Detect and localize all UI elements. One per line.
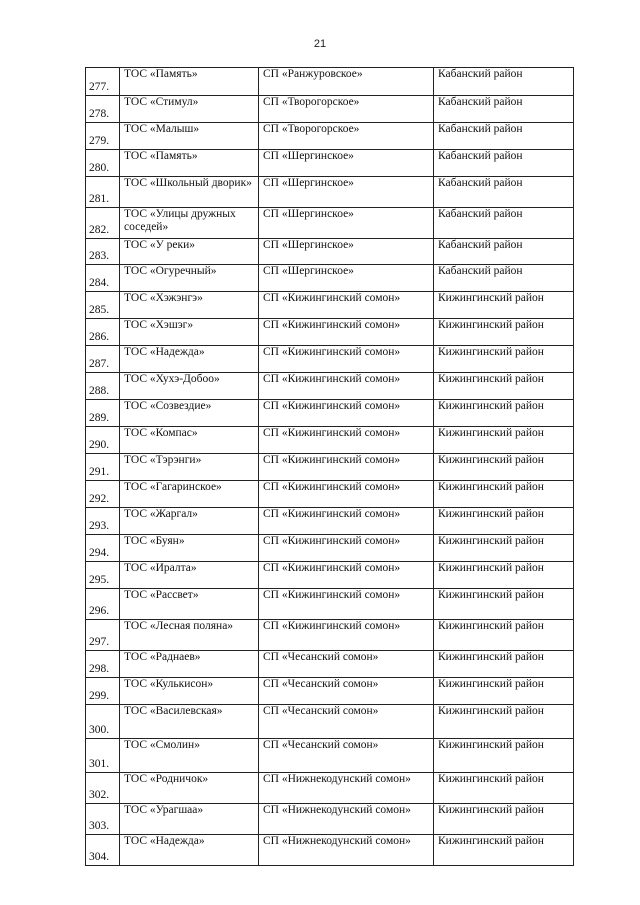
table-row (86, 177, 574, 208)
row-number: 290. (86, 427, 120, 454)
table-row (86, 773, 574, 804)
district: Кабанский район (434, 265, 574, 292)
table-row (86, 589, 574, 620)
district: Кижингинский район (434, 400, 574, 427)
settlement: СП «Кижингинский сомон» (259, 400, 434, 427)
district: Кижингинский район (434, 835, 574, 866)
settlement: СП «Кижингинский сомон» (259, 373, 434, 400)
tos-name: ТОС «Тэрэнги» (120, 454, 259, 481)
district: Кижингинский район (434, 292, 574, 319)
tos-name: ТОС «Улицы дружных соседей» (120, 208, 259, 239)
table-row (86, 481, 574, 508)
tos-name: ТОС «Иралта» (120, 562, 259, 589)
district: Кижингинский район (434, 346, 574, 373)
tos-name: ТОС «Буян» (120, 535, 259, 562)
row-number: 296. (86, 589, 120, 620)
row-number: 303. (86, 804, 120, 835)
table-row (86, 508, 574, 535)
table-row (86, 804, 574, 835)
row-number: 294. (86, 535, 120, 562)
table-row (86, 208, 574, 239)
tos-name: ТОС «Компас» (120, 427, 259, 454)
district: Кабанский район (434, 239, 574, 265)
district: Кабанский район (434, 177, 574, 208)
district: Кижингинский район (434, 454, 574, 481)
settlement: СП «Кижингинский сомон» (259, 292, 434, 319)
table-row (86, 265, 574, 292)
settlement: СП «Кижингинский сомон» (259, 589, 434, 620)
tos-name: ТОС «Малыш» (120, 123, 259, 150)
table-row (86, 346, 574, 373)
tos-name: ТОС «Кулькисон» (120, 678, 259, 705)
tos-name: ТОС «Гагаринское» (120, 481, 259, 508)
settlement: СП «Кижингинский сомон» (259, 562, 434, 589)
tos-name: ТОС «Хэжэнгэ» (120, 292, 259, 319)
tos-name: ТОС «Урагшаа» (120, 804, 259, 835)
table-row (86, 835, 574, 866)
row-number: 300. (86, 705, 120, 739)
settlement: СП «Кижингинский сомон» (259, 427, 434, 454)
tos-name: ТОС «Хухэ-Добоо» (120, 373, 259, 400)
settlement: СП «Шергинское» (259, 239, 434, 265)
table-row (86, 96, 574, 123)
district: Кабанский район (434, 150, 574, 177)
page-number: 21 (313, 38, 327, 50)
row-number: 288. (86, 373, 120, 400)
settlement: СП «Кижингинский сомон» (259, 319, 434, 346)
settlement: СП «Шергинское» (259, 177, 434, 208)
district: Кижингинский район (434, 508, 574, 535)
table-row (86, 150, 574, 177)
district: Кижингинский район (434, 373, 574, 400)
row-number: 302. (86, 773, 120, 804)
row-number: 295. (86, 562, 120, 589)
row-number: 282. (86, 208, 120, 239)
settlement: СП «Чесанский сомон» (259, 678, 434, 705)
district: Кижингинский район (434, 620, 574, 651)
tos-name: ТОС «У реки» (120, 239, 259, 265)
tos-name: ТОС «Рассвет» (120, 589, 259, 620)
district: Кижингинский район (434, 773, 574, 804)
settlement: СП «Кижингинский сомон» (259, 454, 434, 481)
table-row (86, 427, 574, 454)
table-row (86, 535, 574, 562)
settlement: СП «Чесанский сомон» (259, 739, 434, 773)
table-row (86, 562, 574, 589)
settlement: СП «Кижингинский сомон» (259, 535, 434, 562)
tos-name: ТОС «Память» (120, 68, 259, 96)
settlement: СП «Шергинское» (259, 150, 434, 177)
row-number: 301. (86, 739, 120, 773)
row-number: 283. (86, 239, 120, 265)
district: Кабанский район (434, 208, 574, 239)
settlement: СП «Нижнекодунский сомон» (259, 835, 434, 866)
table-row (86, 705, 574, 739)
tos-registry-table (85, 67, 574, 866)
settlement: СП «Нижнекодунский сомон» (259, 804, 434, 835)
district: Кижингинский район (434, 589, 574, 620)
row-number: 277. (86, 68, 120, 96)
row-number: 293. (86, 508, 120, 535)
tos-name: ТОС «Созвездие» (120, 400, 259, 427)
row-number: 287. (86, 346, 120, 373)
tos-name: ТОС «Родничок» (120, 773, 259, 804)
settlement: СП «Чесанский сомон» (259, 705, 434, 739)
tos-name: ТОС «Жаргал» (120, 508, 259, 535)
table-row (86, 68, 574, 96)
tos-name: ТОС «Огуречный» (120, 265, 259, 292)
row-number: 297. (86, 620, 120, 651)
table-row (86, 400, 574, 427)
row-number: 299. (86, 678, 120, 705)
district: Кижингинский район (434, 678, 574, 705)
tos-name: ТОС «Надежда» (120, 835, 259, 866)
settlement: СП «Ранжуровское» (259, 68, 434, 96)
row-number: 292. (86, 481, 120, 508)
settlement: СП «Нижнекодунский сомон» (259, 773, 434, 804)
tos-name: ТОС «Лесная поляна» (120, 620, 259, 651)
tos-name: ТОС «Василевская» (120, 705, 259, 739)
row-number: 284. (86, 265, 120, 292)
settlement: СП «Шергинское» (259, 265, 434, 292)
tos-name: ТОС «Раднаев» (120, 651, 259, 678)
district: Кижингинский район (434, 427, 574, 454)
row-number: 278. (86, 96, 120, 123)
table-row (86, 620, 574, 651)
district: Кабанский район (434, 68, 574, 96)
row-number: 281. (86, 177, 120, 208)
tos-name: ТОС «Память» (120, 150, 259, 177)
settlement: СП «Творогорское» (259, 123, 434, 150)
table-row (86, 292, 574, 319)
tos-name: ТОС «Смолин» (120, 739, 259, 773)
row-number: 285. (86, 292, 120, 319)
district: Кижингинский район (434, 319, 574, 346)
row-number: 298. (86, 651, 120, 678)
district: Кабанский район (434, 123, 574, 150)
settlement: СП «Творогорское» (259, 96, 434, 123)
table-row (86, 678, 574, 705)
table-row (86, 239, 574, 265)
row-number: 286. (86, 319, 120, 346)
tos-name: ТОС «Стимул» (120, 96, 259, 123)
district: Кижингинский район (434, 651, 574, 678)
settlement: СП «Чесанский сомон» (259, 651, 434, 678)
table-row (86, 373, 574, 400)
tos-name: ТОС «Хэшэг» (120, 319, 259, 346)
table-row (86, 739, 574, 773)
row-number: 280. (86, 150, 120, 177)
settlement: СП «Кижингинский сомон» (259, 481, 434, 508)
settlement: СП «Кижингинский сомон» (259, 346, 434, 373)
district: Кижингинский район (434, 535, 574, 562)
district: Кижингинский район (434, 804, 574, 835)
tos-name: ТОС «Школьный дворик» (120, 177, 259, 208)
settlement: СП «Шергинское» (259, 208, 434, 239)
row-number: 279. (86, 123, 120, 150)
row-number: 291. (86, 454, 120, 481)
table-row (86, 651, 574, 678)
district: Кижингинский район (434, 562, 574, 589)
row-number: 304. (86, 835, 120, 866)
table-row (86, 123, 574, 150)
settlement: СП «Кижингинский сомон» (259, 620, 434, 651)
district: Кабанский район (434, 96, 574, 123)
table-row (86, 319, 574, 346)
settlement: СП «Кижингинский сомон» (259, 508, 434, 535)
district: Кижингинский район (434, 739, 574, 773)
tos-name: ТОС «Надежда» (120, 346, 259, 373)
row-number: 289. (86, 400, 120, 427)
table-row (86, 454, 574, 481)
district: Кижингинский район (434, 481, 574, 508)
district: Кижингинский район (434, 705, 574, 739)
